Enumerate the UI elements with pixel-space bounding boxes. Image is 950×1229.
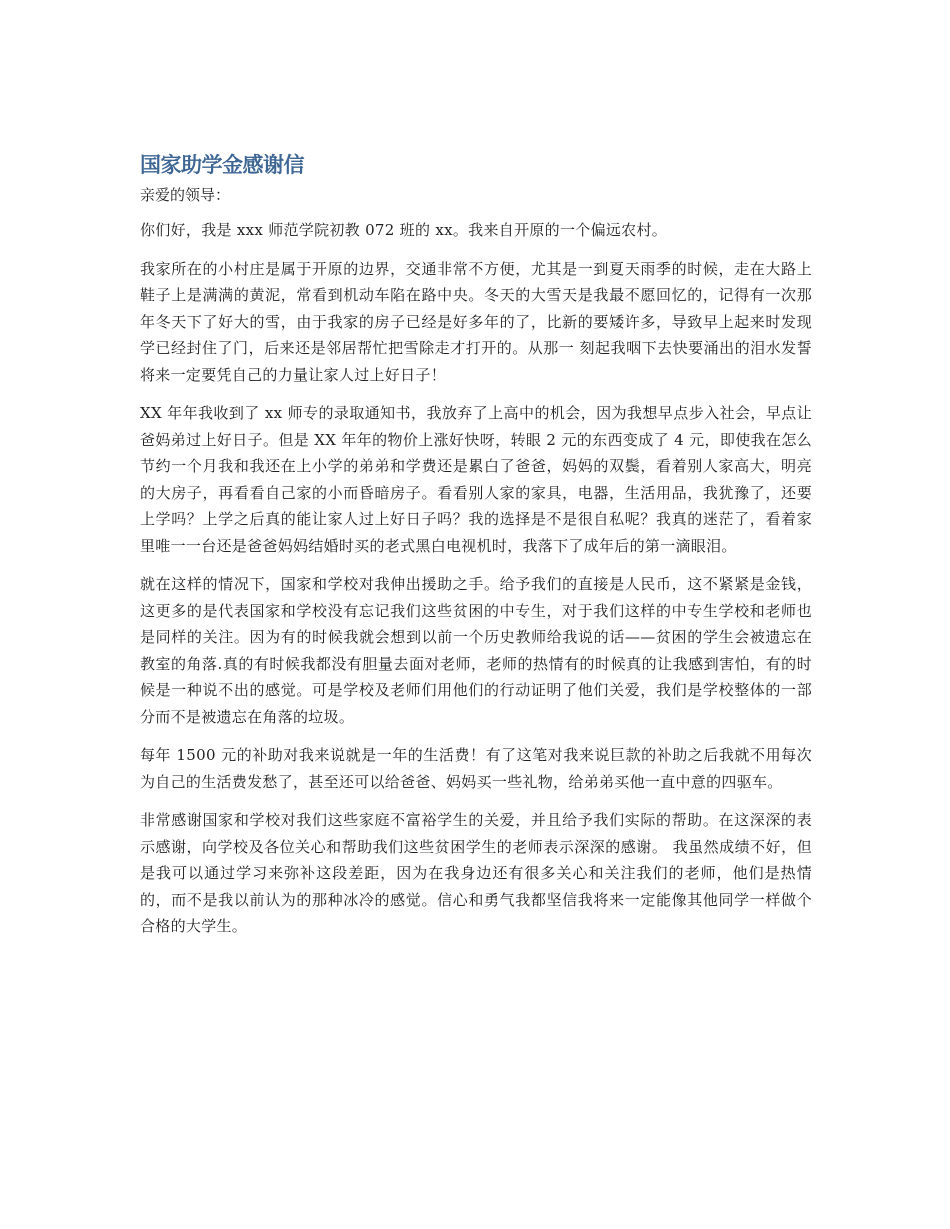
paragraph-assistance: 就在这样的情况下，国家和学校对我伸出援助之手。给予我们的直接是人民币，这不紧紧是金钱，这更多的是代表国家和学校没有忘记我们这些贫困的中专生，对于我们这样的中专生学校和老师也是同样的关注。因为有的时候我就会想到以前一个历史教师给我说的话——贫困的学生会被遗忘在教室的角落.真的有时候我都没有胆量去面对老师，老师的热情有的时候真的让我感到害怕，有的时候是一种说不出的感觉。可是学校及老师们用他们的行动证明了他们关爱，我们是学校整体的一部分而不是被遗忘在角落的垃圾。: [140, 575, 812, 726]
paragraph-thanks: 非常感谢国家和学校对我们这些家庭不富裕学生的关爱，并且给予我们实际的帮助。在这深深的表示感谢，向学校及各位关心和帮助我们这些贫困学生的老师表示深深的感谢。 我虽然成绩不好，但是我可以通过学习来弥补这段差距，因为在我身边还有很多关心和关注我们的老师，他们是热情的，而不是我以前认为的那种冰冷的感觉。信心和勇气我都坚信我将来一定能像其他同学一样做个合格的大学生。: [140, 811, 812, 935]
paragraph-hometown: 我家所在的小村庄是属于开原的边界，交通非常不方便，尤其是一到夏天雨季的时候，走在大路上鞋子上是满满的黄泥，常看到机动车陷在路中央。冬天的大雪天是我最不愿回忆的，记得有一次那年冬天下了好大的雪，由于我家的房子已经是好多年的了，比新的要矮许多，导致早上起来时发现学已经封住了门，后来还是邻居帮忙把雪除走才打开的。从那一 刻起我咽下去快要涌出的泪水发誓将来一定要凭自己的力量让家人过上好日子！: [140, 259, 812, 384]
paragraph-subsidy: 每年 1500 元的补助对我来说就是一年的生活费！有了这笔对我来说巨款的补助之后我就不用每次为自己的生活费发愁了，甚至还可以给爸爸、妈妈买一些礼物，给弟弟买他一直中意的四驱车。: [140, 746, 812, 791]
paragraph-admission: XX 年年我收到了 xx 师专的录取通知书，我放弃了上高中的机会，因为我想早点步入社会，早点让爸妈弟过上好日子。但是 XX 年年的物价上涨好快呀，转眼 2 元的东西变成了 4 元，即使我在怎么节约一个月我和我还在上小学的弟弟和学费还是累白了爸爸，妈妈的双鬓，看着别人家高大，明亮的大房子，再看看自己家的小而昏暗房子。看看别人家的家具，电器，生活用品，我犹豫了，还要上学吗？上学之后真的能让家人过上好日子吗？我的选择是不是很自私呢？我真的迷茫了，看着家里唯一一台还是爸爸妈妈结婚时买的老式黑白电视机时，我落下了成年后的第一滴眼泪。: [140, 404, 812, 555]
paragraph-greeting: 你们好，我是 xxx 师范学院初教 072 班的 xx。我来自开原的一个偏远农村。: [140, 221, 668, 239]
salutation: 亲爱的领导：: [140, 186, 231, 204]
letter-body: [140, 148, 812, 952]
document-title: 国家助学金感谢信: [140, 153, 304, 177]
